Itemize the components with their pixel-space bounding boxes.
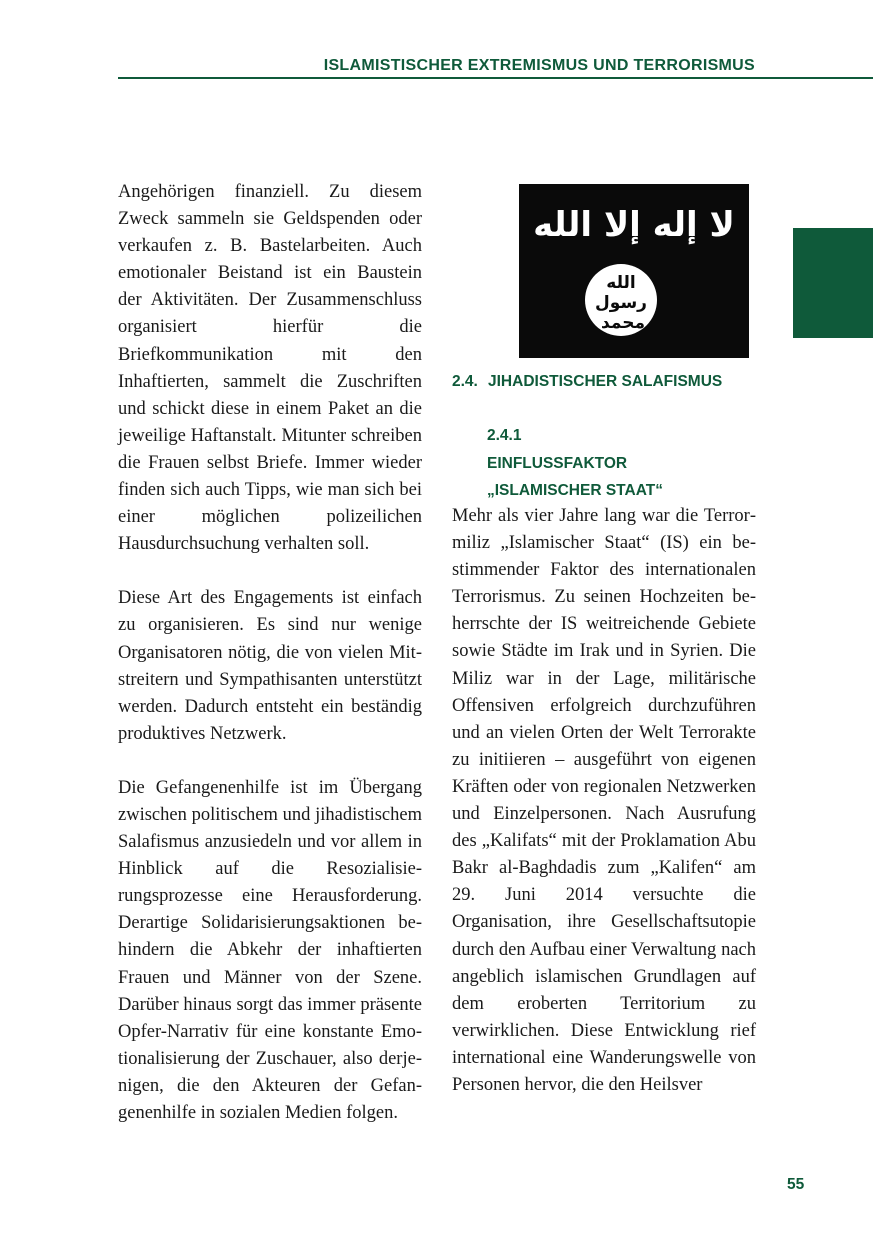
chapter-side-tab bbox=[793, 228, 873, 338]
body-paragraph: Angehörigen finanziell. Zu diesem Zweck sammeln sie Geldspenden oder verkaufen z. B. Bastelarbeiten. Auch emotionaler Beistand ist ein Baustein der Aktivitäten. Der Zusammenschluss organisiert hierfür die Briefkommunikation mit den Inhaftierten, sammelt die Zuschriften und schickt diese in einem Paket an die jeweilige Haftanstalt. Mitunter schreiben die Frauen selbst Briefe. Immer wieder finden sich auch Tipps, wie man sich bei einer möglichen polizeilichen Hausdurchsuchung verhalten soll. bbox=[118, 182, 422, 555]
running-header bbox=[118, 57, 873, 79]
left-text-column bbox=[118, 179, 422, 1127]
subsection-title-line-2: „ISLAMISCHER STAAT“ bbox=[487, 482, 663, 499]
subsection-number: 2.4.1 bbox=[487, 427, 522, 444]
page-number: 55 bbox=[787, 1176, 805, 1193]
body-paragraph: Diese Art des Engagements ist einfach zu organisieren. Es sind nur wenige Organisatoren nötig, die von vielen Mitstreitern und Sympathisanten unterstützt werden. Dadurch entsteht ein beständig produktives Netzwerk. bbox=[118, 588, 422, 744]
seal-line-1: الله bbox=[606, 273, 636, 293]
section-heading bbox=[452, 368, 722, 396]
section-number: 2.4. bbox=[452, 373, 478, 390]
flag-emblem bbox=[519, 184, 749, 358]
body-paragraph: Mehr als vier Jahre lang war die Terrormiliz „Islamischer Staat“ (IS) ein bestimmender Faktor des internationalen Terrorismus. Zu seinen Hochzeiten beherrschte der IS weitreichende Gebiete sowie Städte im Irak und in Syrien. Die Miliz war in der Lage, militärische Offensiven erfolgreich durchzuführen und an vielen Orten der Welt Terrorakte zu initiieren – ausgeführt von eigenen Kräften oder von regionalen Netzwerken und Einzelpersonen. Nach Ausrufung des „Kalifats“ mit der Proklamation Abu Bakr al-Baghdadis zum „Kalifen“ am 29. Juni 2014 versuchte die Organisation, ihre Gesellschaftsutopie durch den Aufbau einer Verwaltung nach angeblich islamischen Grundlagen auf dem eroberten Territorium zu verwirklichen. Diese Entwicklung rief international eine Wanderungswelle von Personen hervor, die den Heilsver bbox=[452, 506, 756, 1095]
seal-line-2: رسول bbox=[595, 293, 647, 313]
section-title: JIHADISTISCHER SALAFISMUS bbox=[488, 373, 723, 390]
seal-line-3: محمد bbox=[601, 313, 645, 333]
subsection-title-line-1: EINFLUSSFAKTOR bbox=[487, 454, 628, 472]
running-header-title: ISLAMISTISCHER EXTREMISMUS UND TERRORISMUS bbox=[323, 57, 755, 74]
body-paragraph: Die Gefangenenhilfe ist im Übergang zwischen politischem und jihadistischem Salafismus anzusiedeln und vor allem in Hinblick auf die Resozialisierungsprozesse eine Herausforderung. Derartige Solidarisierungsaktionen behindern die Abkehr der inhaftierten Frauen und Männer von der Szene. Darüber hinaus sorgt das immer präsente Opfer-Narrativ für eine konstante Emotionalisierung der Zuschauer, also derjenigen, die den Akteuren der Gefangenenhilfe in sozialen Medien folgen. bbox=[118, 777, 422, 1123]
flag-top-inscription: لا إله إلا الله bbox=[533, 205, 735, 245]
right-text-column bbox=[452, 503, 756, 1099]
subsection-heading bbox=[487, 422, 663, 505]
black-flag-image bbox=[519, 184, 749, 358]
